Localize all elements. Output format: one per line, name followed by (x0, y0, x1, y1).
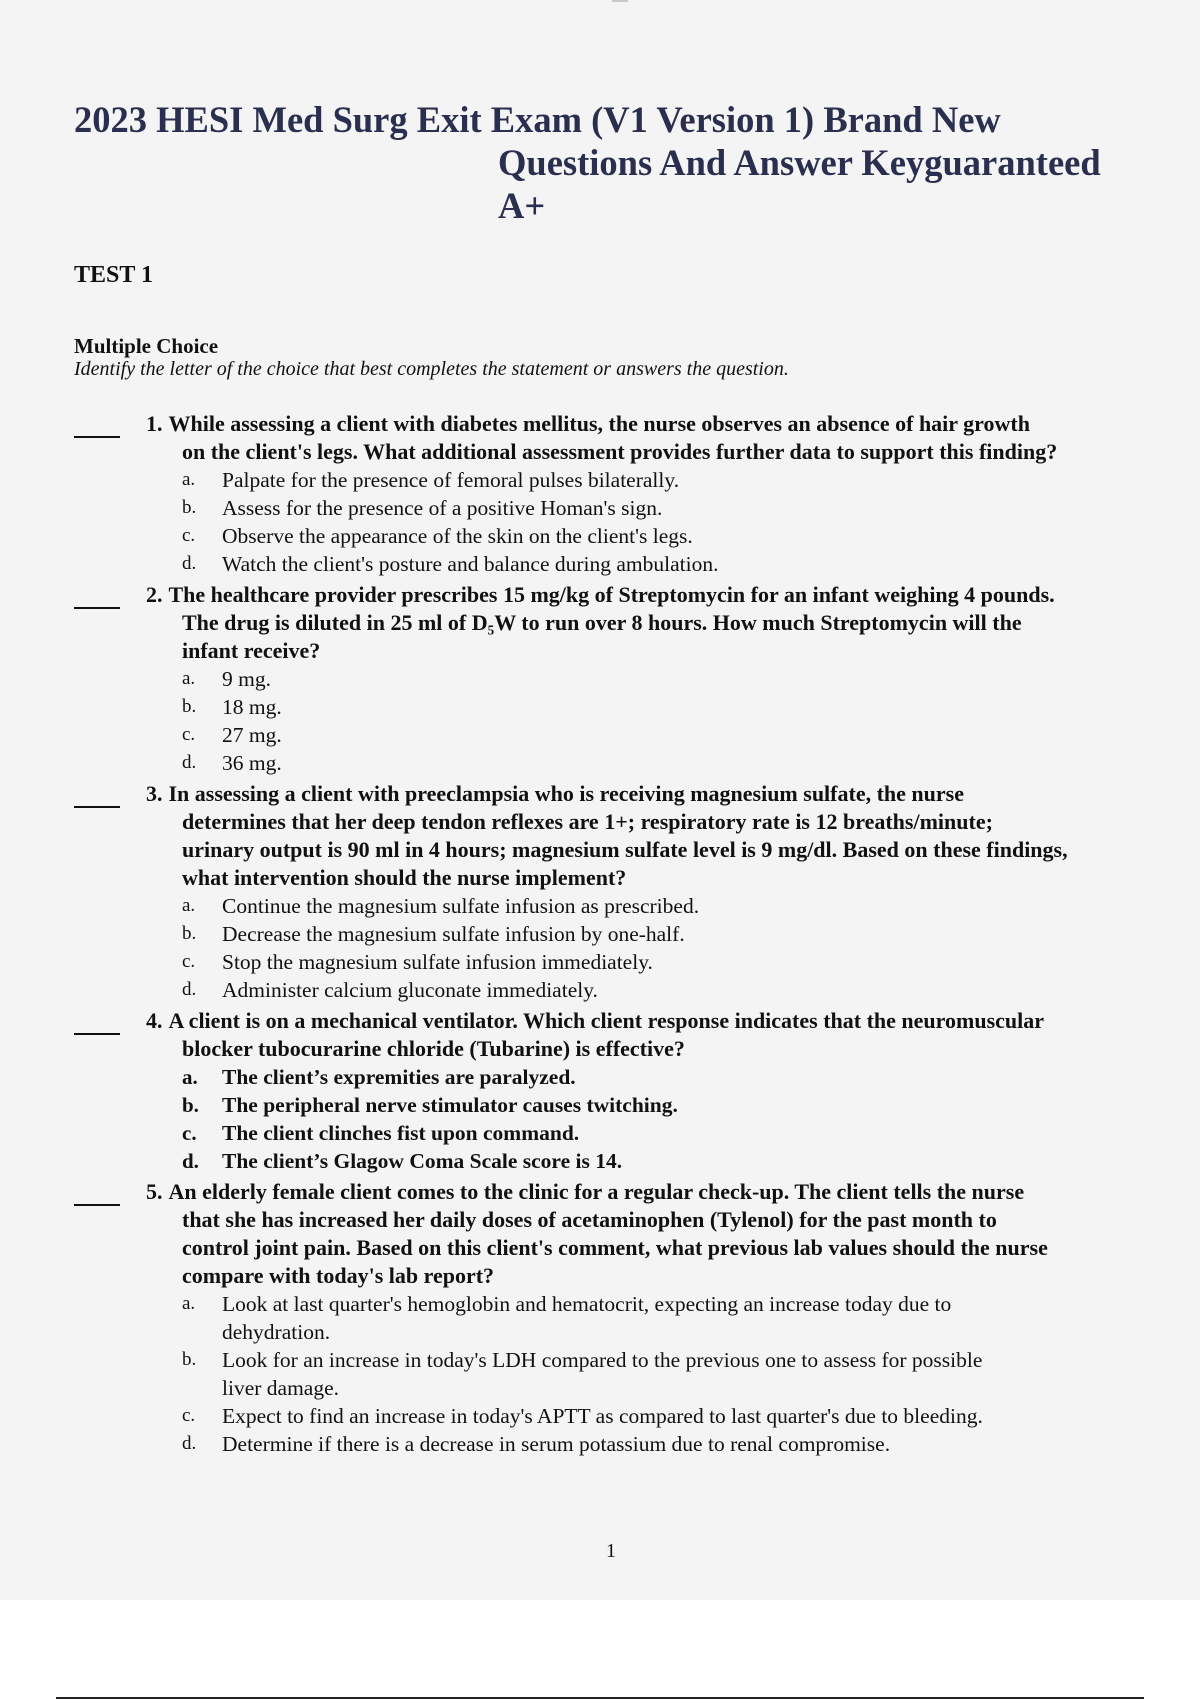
question-stem (0, 1178, 1200, 1290)
next-page-divider (56, 1697, 1144, 1699)
question-number: 1. (146, 411, 163, 436)
choice-a[interactable] (0, 1290, 1200, 1346)
choice-c[interactable] (0, 1119, 1200, 1147)
choice-text: Determine if there is a decrease in serum potassium due to renal compromise. (222, 1432, 891, 1456)
choice-list (0, 665, 1200, 777)
question-3 (0, 780, 1200, 1004)
question-list (0, 410, 1200, 1461)
title-line-2: Questions And Answer Keyguaranteed (498, 142, 1101, 183)
answer-blank[interactable] (74, 436, 120, 438)
question-stem (0, 581, 1200, 665)
choice-text: The client’s expremities are paralyzed. (222, 1065, 576, 1089)
title-line-1: 2023 HESI Med Surg Exit Exam (V1 Version 1) Brand New (74, 99, 1001, 140)
question-1 (0, 410, 1200, 578)
choice-d[interactable] (0, 1430, 1200, 1458)
answer-blank[interactable] (74, 1033, 120, 1035)
choice-letter: b. (182, 696, 197, 717)
choice-letter: a. (182, 1293, 196, 1314)
title-line-3: A+ (498, 185, 546, 226)
choice-letter: b. (182, 923, 197, 944)
choice-text: 18 mg. (222, 695, 282, 719)
choice-letter: c. (182, 1405, 196, 1426)
question-stem-line: blocker tubocurarine chloride (Tubarine) is effective? (182, 1036, 685, 1061)
question-stem-line: infant receive? (182, 638, 321, 663)
choice-letter: b. (182, 497, 197, 518)
choice-text: The client’s Glagow Coma Scale score is 14. (222, 1149, 623, 1173)
question-stem-line: While assessing a client with diabetes mellitus, the nurse observes an absence of hair growth (168, 411, 1030, 436)
answer-blank[interactable] (74, 806, 120, 808)
question-stem (0, 780, 1200, 892)
choice-b[interactable] (0, 1091, 1200, 1119)
question-stem (0, 410, 1200, 466)
question-number: 2. (146, 582, 163, 607)
choice-list (0, 466, 1200, 578)
test-heading: TEST 1 (74, 262, 153, 288)
question-stem-line: control joint pain. Based on this client's comment, what previous lab values should the nurse (182, 1235, 1048, 1260)
question-stem-line: what intervention should the nurse implement? (182, 865, 627, 890)
choice-a[interactable] (0, 1063, 1200, 1091)
choice-letter: a. (182, 1065, 198, 1089)
section-instructions: Identify the letter of the choice that best completes the statement or answers the question. (74, 358, 789, 380)
choice-text: 36 mg. (222, 751, 282, 775)
choice-text: Stop the magnesium sulfate infusion immediately. (222, 950, 653, 974)
question-stem-line: The drug is diluted in 25 ml of D₅W to run over 8 hours. How much Streptomycin will the (182, 610, 1022, 635)
question-4 (0, 1007, 1200, 1175)
question-number: 4. (146, 1008, 163, 1033)
choice-b[interactable] (0, 1346, 1200, 1402)
choice-letter: b. (182, 1093, 199, 1117)
question-stem-line: The healthcare provider prescribes 15 mg/kg of Streptomycin for an infant weighing 4 pounds. (168, 582, 1055, 607)
choice-b[interactable] (0, 920, 1200, 948)
choice-text: Look at last quarter's hemoglobin and hematocrit, expecting an increase today due to dehydration. (222, 1292, 952, 1344)
choice-a[interactable] (0, 892, 1200, 920)
question-stem-line: A client is on a mechanical ventilator. Which client response indicates that the neuromuscular (168, 1008, 1045, 1033)
page-top-mark (612, 0, 628, 2)
choice-c[interactable] (0, 522, 1200, 550)
choice-letter: c. (182, 525, 196, 546)
choice-b[interactable] (0, 494, 1200, 522)
choice-text: Administer calcium gluconate immediately. (222, 978, 598, 1002)
choice-text: Look for an increase in today's LDH compared to the previous one to assess for possible liver damage. (222, 1348, 983, 1400)
choice-text: 27 mg. (222, 723, 282, 747)
choice-text: Palpate for the presence of femoral pulses bilaterally. (222, 468, 680, 492)
choice-letter: a. (182, 668, 196, 689)
choice-text: 9 mg. (222, 667, 271, 691)
choice-d[interactable] (0, 976, 1200, 1004)
choice-letter: d. (182, 979, 197, 1000)
choice-list (0, 1063, 1200, 1175)
section-heading: Multiple Choice (74, 334, 219, 358)
question-number: 5. (146, 1179, 163, 1204)
choice-d[interactable] (0, 550, 1200, 578)
choice-letter: d. (182, 1149, 199, 1173)
question-stem-line: In assessing a client with preeclampsia who is receiving magnesium sulfate, the nurse (168, 781, 964, 806)
choice-text: Decrease the magnesium sulfate infusion by one-half. (222, 922, 685, 946)
question-stem (0, 1007, 1200, 1063)
question-stem-line: that she has increased her daily doses of acetaminophen (Tylenol) for the past month to (182, 1207, 997, 1232)
choice-letter: b. (182, 1349, 197, 1370)
question-stem-line: on the client's legs. What additional assessment provides further data to support this finding? (182, 439, 1058, 464)
choice-text: The peripheral nerve stimulator causes twitching. (222, 1093, 678, 1117)
choice-letter: d. (182, 553, 197, 574)
document-title (74, 98, 1134, 227)
choice-list (0, 1290, 1200, 1458)
choice-c[interactable] (0, 721, 1200, 749)
choice-text: The client clinches fist upon command. (222, 1121, 580, 1145)
question-stem-line: determines that her deep tendon reflexes are 1+; respiratory rate is 12 breaths/minute; (182, 809, 993, 834)
answer-blank[interactable] (74, 607, 120, 609)
choice-list (0, 892, 1200, 1004)
question-2 (0, 581, 1200, 777)
choice-c[interactable] (0, 1402, 1200, 1430)
question-stem-line: An elderly female client comes to the clinic for a regular check-up. The client tells the nurse (168, 1179, 1025, 1204)
choice-letter: a. (182, 469, 196, 490)
choice-c[interactable] (0, 948, 1200, 976)
choice-text: Expect to find an increase in today's APTT as compared to last quarter's due to bleeding. (222, 1404, 983, 1428)
choice-text: Watch the client's posture and balance during ambulation. (222, 552, 719, 576)
choice-letter: c. (182, 951, 196, 972)
choice-letter: a. (182, 895, 196, 916)
question-5 (0, 1178, 1200, 1458)
choice-letter: d. (182, 1433, 197, 1454)
choice-d[interactable] (0, 1147, 1200, 1175)
answer-blank[interactable] (74, 1204, 120, 1206)
choice-letter: d. (182, 752, 197, 773)
choice-text: Continue the magnesium sulfate infusion as prescribed. (222, 894, 700, 918)
choice-text: Observe the appearance of the skin on the client's legs. (222, 524, 693, 548)
question-stem-line: compare with today's lab report? (182, 1263, 495, 1288)
choice-a[interactable] (0, 665, 1200, 693)
choice-d[interactable] (0, 749, 1200, 777)
question-stem-line: urinary output is 90 ml in 4 hours; magnesium sulfate level is 9 mg/dl. Based on these findings, (182, 837, 1068, 862)
choice-text: Assess for the presence of a positive Homan's sign. (222, 496, 663, 520)
page-number: 1 (606, 1540, 616, 1562)
question-number: 3. (146, 781, 163, 806)
choice-letter: c. (182, 724, 196, 745)
choice-b[interactable] (0, 693, 1200, 721)
choice-a[interactable] (0, 466, 1200, 494)
choice-letter: c. (182, 1121, 197, 1145)
